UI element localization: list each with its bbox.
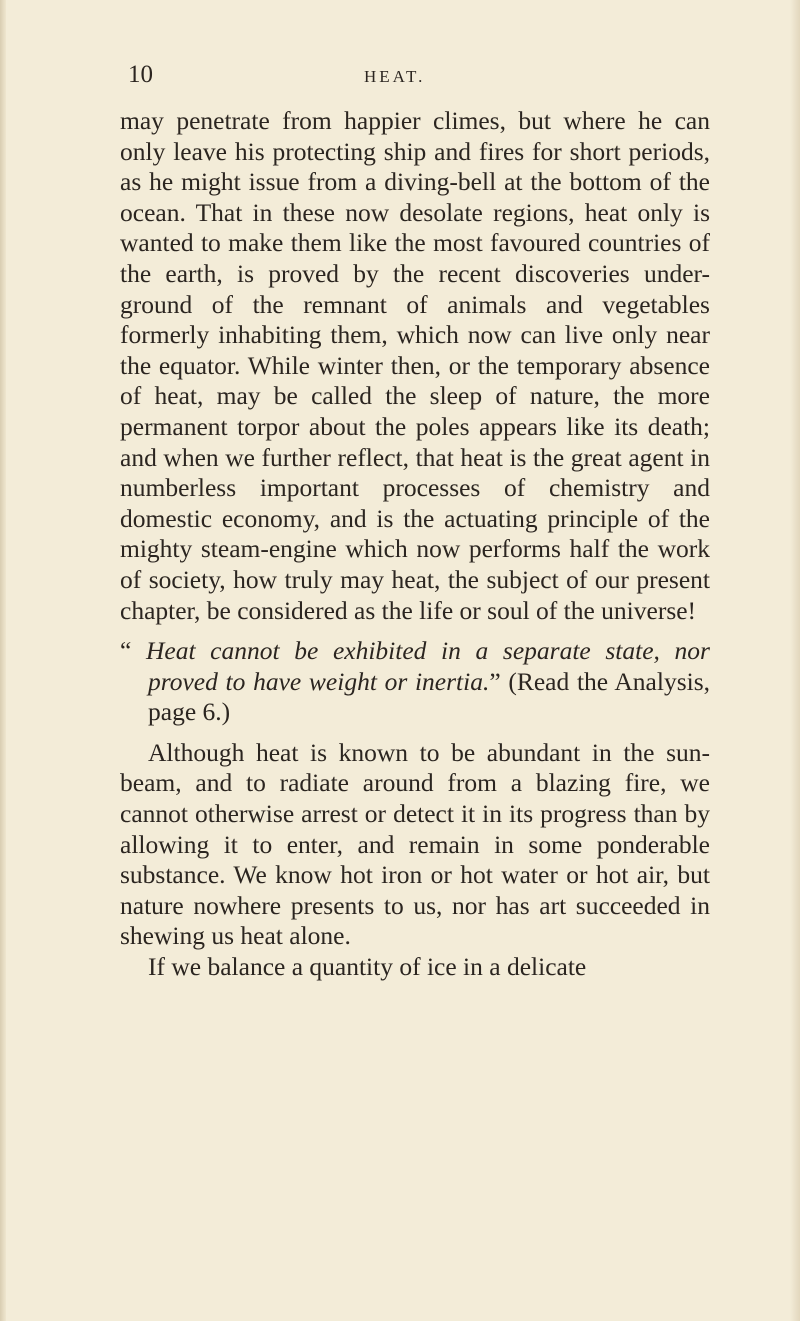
running-head	[0, 58, 800, 92]
paragraph-1: may penetrate from happier climes, but where he can only leave his protecting ship and fires for short periods, as he might issue from a diving-bell at the bottom of the ocean. That in these now desolate regions, heat only is wanted to make them like the most favoured countries of the earth, is proved by the recent discoveries under-ground of the remnant of animals and vegetables formerly inhabiting them, which now can live only near the equator. While winter then, or the temporary absence of heat, may be called the sleep of nature, the more permanent torpor about the poles appears like its death; and when we further reflect, that heat is the great agent in numberless important processes of chemistry and domestic economy, and is the actuating principle of the mighty steam-engine which now performs half the work of society, how truly may heat, the subject of our present chapter, be considered as the life or soul of the universe!	[120, 106, 710, 625]
body-text	[120, 106, 710, 983]
paragraph-3: If we balance a quantity of ice in a delicate	[148, 952, 587, 982]
paragraph-2: Although heat is known to be abundant in the sun-beam, and to radiate around from a blazing fire, we cannot otherwise arrest or detect it in its progress than by allowing it to enter, and remain in some ponderable substance. We know hot iron or hot water or hot air, but nature nowhere presents to us, nor has art succeeded in shewing us heat alone.	[120, 737, 710, 951]
heading-open-quote: “	[120, 636, 146, 666]
page-number: 10	[128, 61, 153, 88]
heading-close-quote: ”	[489, 666, 501, 696]
page-left-edge	[0, 0, 6, 1321]
heading-reference: (Read the Analysis, page 6.)	[148, 666, 711, 727]
page-right-edge	[790, 0, 800, 1321]
running-title: HEAT.	[364, 67, 426, 86]
section-heading	[120, 636, 710, 728]
heading-italic-text: Heat cannot be exhibited in a separate state, nor proved to have weight or inertia.	[145, 636, 710, 696]
